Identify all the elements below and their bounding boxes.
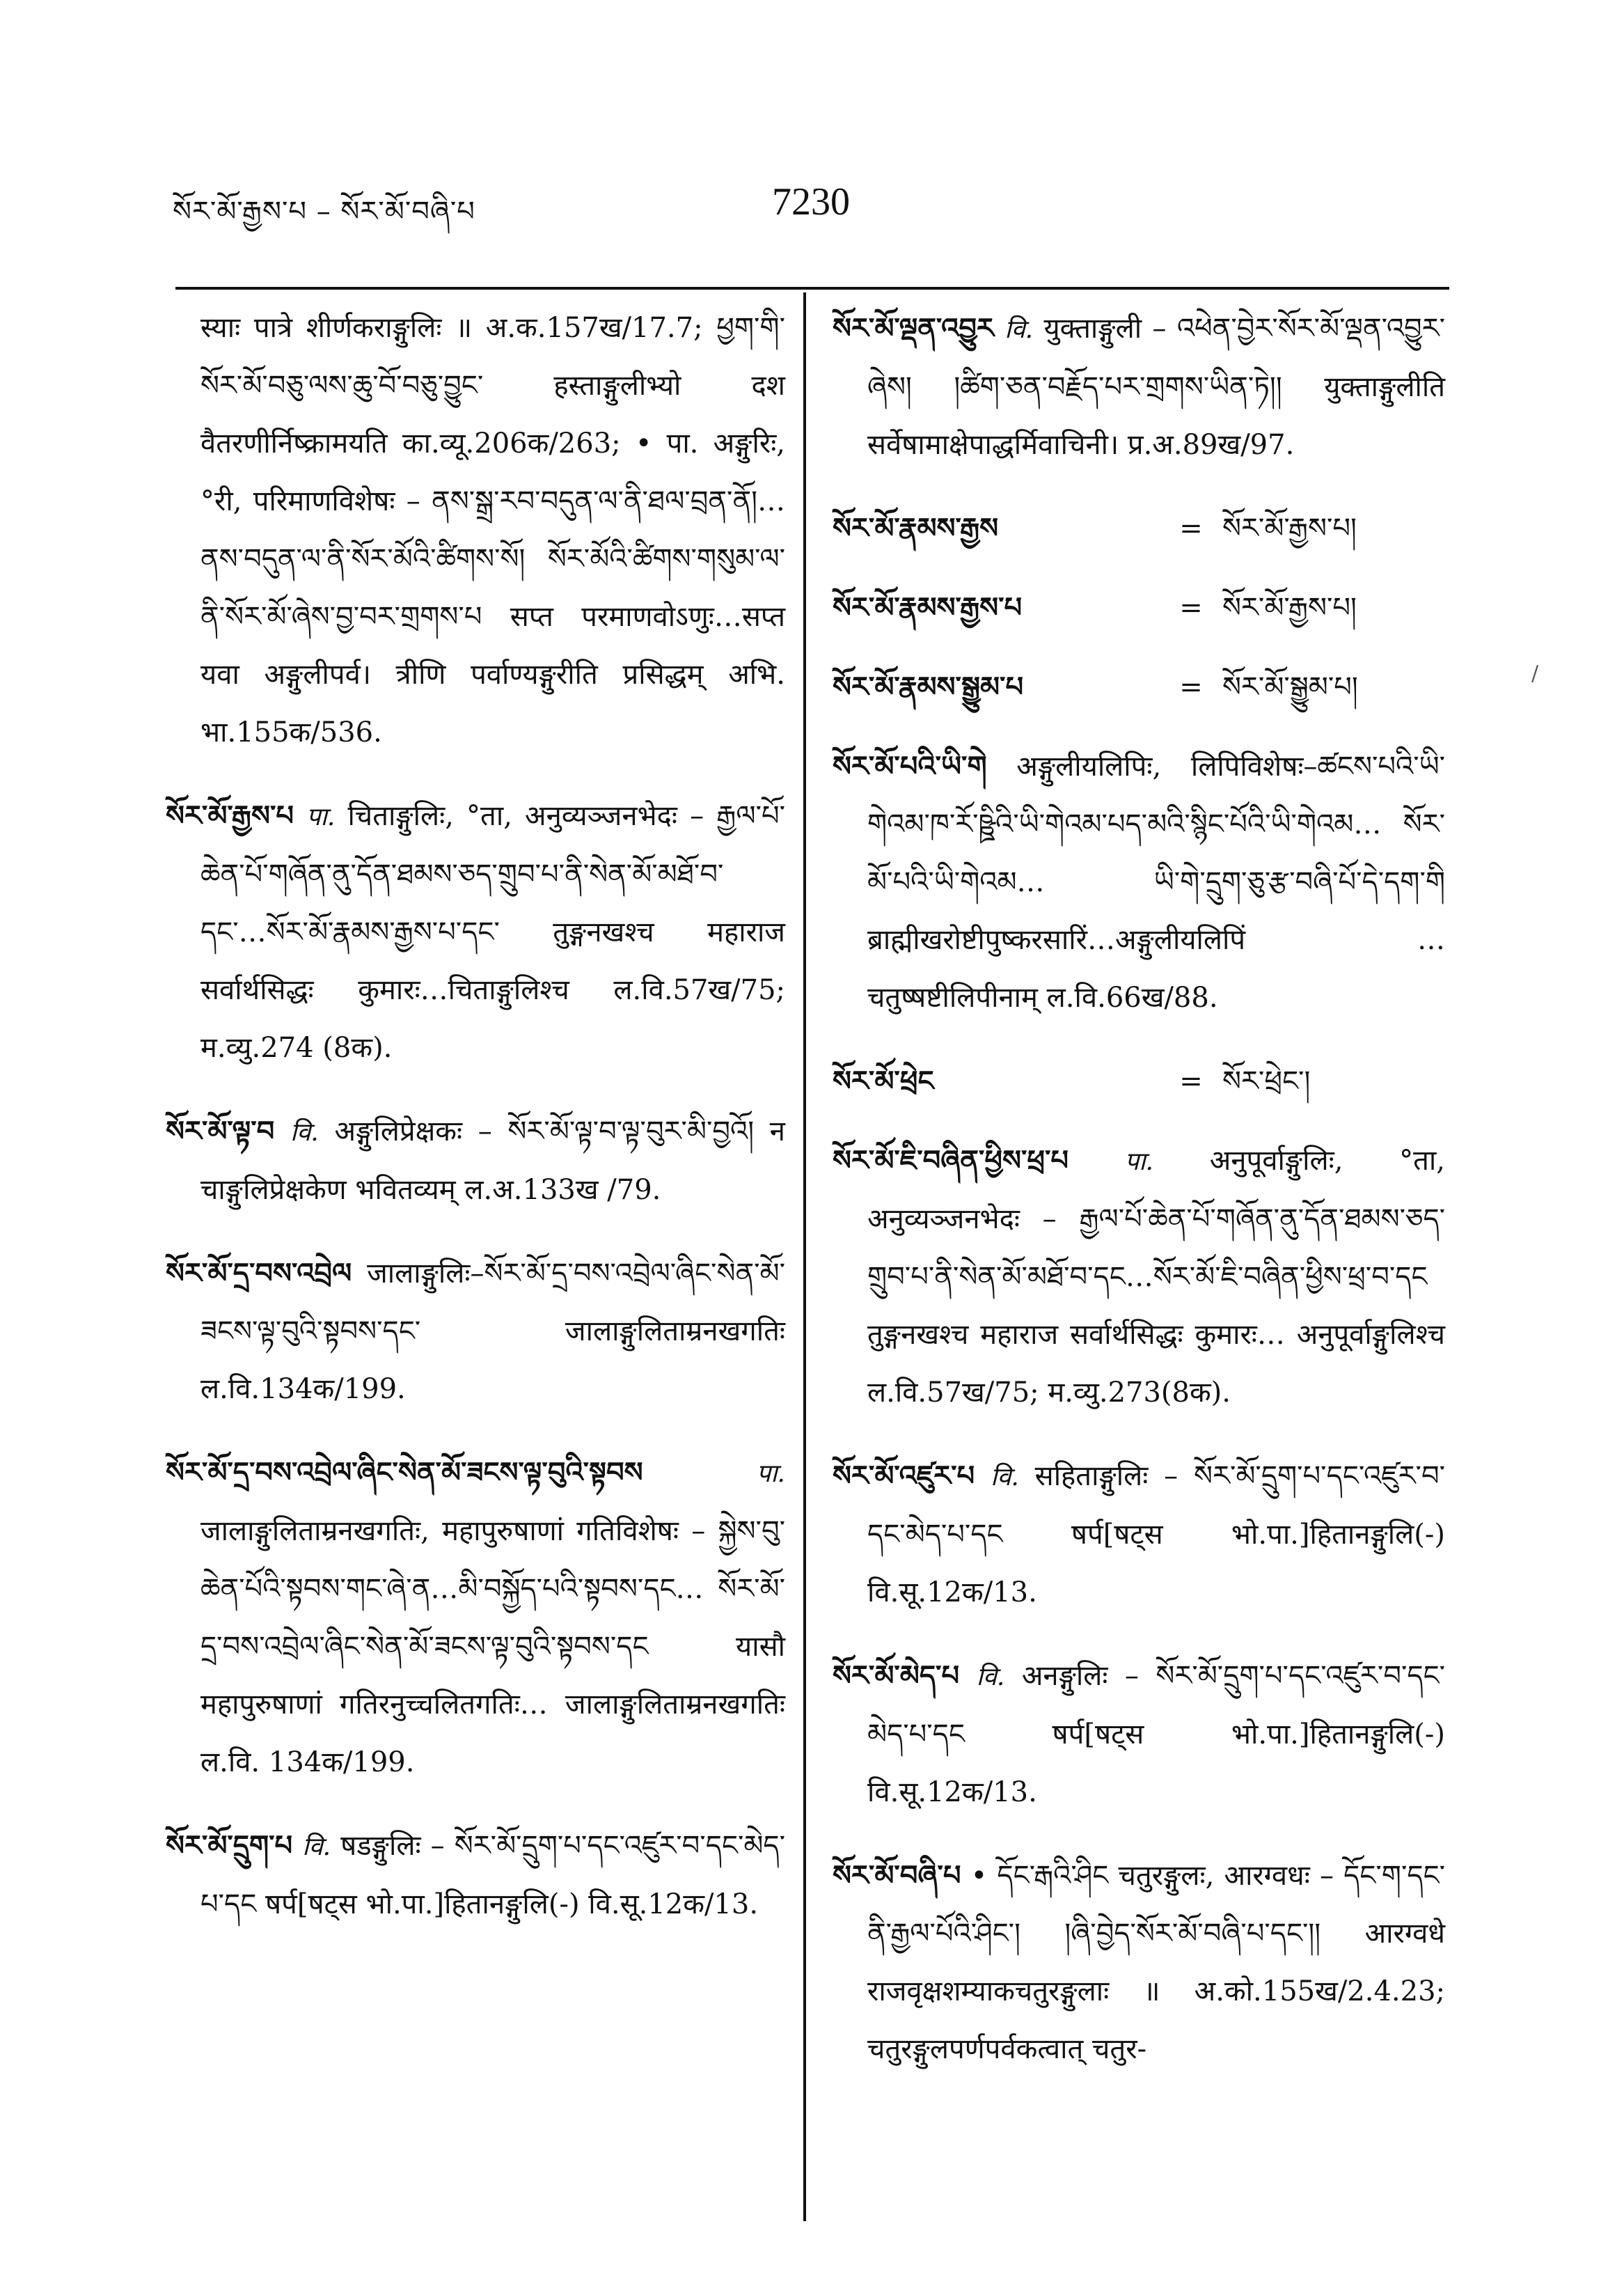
top-rule (175, 287, 1449, 290)
entry-headword: སོར་མོ་ལྡན་འབྱུར (833, 312, 994, 345)
cross-reference-term: སོར་མོ་རྣམས་སྒྱུམ་པ (833, 671, 1024, 703)
dictionary-entry (833, 299, 1445, 474)
entry-headword: སོར་མོ་ཇི་བཞིན་ཕྱིས་ཕྲ་པ (833, 1144, 1069, 1177)
grammar-label: वि. (976, 1663, 1005, 1691)
entry-text: जालाङ्गुलिः–སོར་མོ་དྲ་བས་འབྲེལ་ཞིང་སེན་མོ་ཟངས་ལྟ་བུའི་སྟབས་དང་ जालाङ्गुलिताम्रनखगतिः ल.वि.134क/199. (200, 1258, 785, 1405)
dictionary-entry (833, 737, 1445, 1027)
entry-text: सहिताङ्गुलिः – སོར་མོ་དྲུག་པ་དང་འཛུར་བ་དང་མེད་པ་དང षर्प[षट्स भो.पा.]हितानङ्गुलि(-) वि.सू.12क/13. (867, 1460, 1445, 1608)
dictionary-entry (166, 1102, 785, 1219)
left-column (166, 299, 785, 1959)
grammar-label: पा. (306, 803, 336, 831)
entry-text: अनङ्गुलिः – སོར་མོ་དྲུག་པ་དང་འཛུར་བ་དང་མེད་པ་དང षर्प[षट्स भो.पा.]हितानङ्गुलि(-) वि.सू.12क/13. (867, 1660, 1445, 1808)
entry-headword: སོར་མོ་བཞི་པ (833, 1859, 961, 1892)
equals-sign: = (1179, 512, 1203, 545)
dictionary-entry (166, 1443, 785, 1792)
cross-reference-row (833, 1052, 1445, 1111)
dictionary-entry-continuation (166, 299, 785, 762)
entry-text: अनुपूर्वाङ्गुलिः, °ता, अनुव्यञ्जनभेदः – རྒྱལ་པོ་ཆེན་པོ་གཞོན་ནུ་དོན་ཐམས་ཅད་གྲུབ་པ་ནི་སེན་མོ་མཐོ་བ་དང…སོར་མོ་ཇི་བཞིན་ཕྱིས་ཕྲ་བ་དང तुङ्गनखश्च महाराज सर्वार्थसिद्धः कुमारः… अनुपूर्वाङ्गुलिश्च ल.वि.57ख/75; म.व्यु.273(8क). (867, 1145, 1446, 1409)
grammar-label: पा. (756, 1459, 785, 1488)
entry-headword: སོར་མོ་པའི་ཡི་གེ (833, 750, 987, 783)
cross-reference-row (833, 499, 1445, 558)
entry-text: स्याः पात्रे शीर्णकराङ्गुलिः ॥ अ.क.157ख/17.7; ཕྱག་གི་སོར་མོ་བཅུ་ལས་ཆུ་བོ་བཅུ་བྱུང་ हस्ताङ्गुलीभ्यो दश वैतरणीर्निष्क्रामयति का.व्यू.206क/263; • पा. अङ्गुरिः, °री, परिमाणविशेषः – ནས་སྒྲ་རབ་བདུན་ལ་ནི་ཐལ་བྲན་ནོ།… ནས་བདུན་ལ་ནི་སོར་མོའི་ཚིགས་སོ། སོར་མོའི་ཚིགས་གསུམ་ལ་ནི་སོར་མོ་ཞེས་བྱ་བར་གྲགས་པ सप्त परमाणवोऽणुः…सप्त यवा अङ्गुलीपर्व। त्रीणि पर्वाण्यङ्गुरीति प्रसिद्धम् अभि. भा.155क/536. (200, 312, 785, 749)
cross-reference-row (833, 579, 1445, 637)
cross-reference-row (833, 658, 1445, 716)
entry-headword: སོར་མོ་དྲུག་པ (166, 1829, 293, 1862)
entry-text: अङ्गुलिप्रेक्षकः – སོར་མོ་ལྟ་བ་ལྟ་བུར་མི་བྱའོ། न चाङ्गुलिप्रेक्षकेण भवितव्यम् ल.अ.133ख /79. (200, 1115, 785, 1206)
dictionary-entry (833, 1647, 1445, 1821)
grammar-label: वि. (1004, 315, 1034, 344)
grammar-label: वि. (290, 1118, 319, 1147)
entry-text: चिताङ्गुलिः, °ता, अनुव्यञ्जनभेदः – རྒྱལ་པོ་ཆེན་པོ་གཞོན་ནུ་དོན་ཐམས་ཅད་གྲུབ་པ་ནི་སེན་མོ་མཐོ་བ་དང་…སོར་མོ་རྣམས་རྒྱས་པ་དང་ तुङ्गनखश्च महाराज सर्वार्थसिद्धः कुमारः…चिताङ्गुलिश्च ल.वि.57ख/75; म.व्यु.274 (8क). (200, 800, 786, 1064)
stray-mark: / (1531, 661, 1539, 686)
cross-reference-term: སོར་མོ་རྣམས་རྒྱས་པ (833, 591, 1023, 624)
cross-reference-term: སོར་མོ་རྣམས་རྒྱས (833, 512, 999, 545)
entry-headword: སོར་མོ་འཛུར་པ (833, 1459, 975, 1492)
right-column (833, 299, 1445, 2103)
entry-headword: སོར་མོ་རྒྱས་པ (166, 799, 294, 832)
entry-text: • དོང་རྒའི་ཤིང चतुरङ्गुलः, आरग्वधः – དོང་ག་དང་ནི་རྒྱལ་པོའི་ཤིང་། །ཞི་བྱེད་སོར་མོ་བཞི་པ་དང་།། आरग्वधे राजवृक्षशम्याकचतुरङ्गुलाः ॥ अ.को.155ख/2.4.23; चतुरङ्गुलपर्णपर्वकत्वात् चतुर- (867, 1860, 1445, 2065)
entry-headword: སོར་མོ་མེད་པ (833, 1659, 960, 1692)
page-number: 7230 (772, 180, 850, 224)
grammar-label: पा. (1124, 1147, 1153, 1176)
equals-sign: = (1179, 1065, 1203, 1097)
entry-text: अङ्गुलीयलिपिः, लिपिविशेषः–ཚངས་པའི་ཡི་གེའམ་ཁ་རོ་ཥྛིའི་ཡི་གེའམ་པད་མའི་སྙིང་པོའི་ཡི་གེའམ… སོར་མོ་པའི་ཡི་གེའམ… ཡི་གེ་དྲུག་ཅུ་རྩ་བཞི་པོ་དེ་དག་གི ब्राह्मीखरोष्टीपुष्करसारिं…अङ्गुलीयलिपिं …चतुष्षष्टीलिपीनाम् ल.वि.66ख/88. (867, 751, 1445, 1014)
entry-text: जालाङ्गुलिताम्रनखगतिः, महापुरुषाणां गतिविशेषः – སྐྱེས་བུ་ཆེན་པོའི་སྟབས་གང་ཞེ་ན…མི་བསྐྱོད་པའི་སྟབས་དང… སོར་མོ་དྲ་བས་འབྲེལ་ཞིང་སེན་མོ་ཟངས་ལྟ་བུའི་སྟབས་དང यासौ महापुरुषाणां गतिरनुच्चलितगतिः… जालाङ्गुलिताम्रनखगतिः ल.वि. 134क/199. (200, 1515, 785, 1778)
entry-headword: སོར་མོ་ལྟ་བ (166, 1115, 275, 1147)
equals-sign: = (1179, 592, 1203, 624)
dictionary-entry (833, 1847, 1445, 2078)
cross-reference-target: སོར་མོ་སྒྱུམ་པ། (1222, 671, 1358, 703)
dictionary-entry (833, 1447, 1445, 1622)
entry-text: युक्ताङ्गुली – འཕེན་བྱེར་སོར་མོ་ལྡན་འབྱུར་ཞེས། །ཚིག་ཅན་བརྗོད་པར་གྲགས་ཡིན་ཏེ།། युक्ताङ्गुलीति सर्वेषामाक्षेपाद्धर्मिवाचिनी। प्र.अ.89ख/97. (867, 313, 1445, 461)
cross-reference-term: སོར་མོ་ཕྲེང (833, 1065, 934, 1097)
entry-headword: སོར་མོ་དྲ་བས་འབྲེལ (166, 1257, 352, 1290)
entry-headword: སོར་མོ་དྲ་བས་འབྲེལ་ཞིང་སེན་མོ་ཟངས་ལྟ་བུའི་སྟབས (166, 1456, 643, 1489)
entry-text: षडङ्गुलिः – སོར་མོ་དྲུག་པ་དང་འཛུར་བ་དང་མེད་པ་དང षर्प[षट्स भो.पा.]हितानङ्गुलि(-) वि.सू.12क/13. (200, 1830, 785, 1920)
dictionary-entry (166, 787, 785, 1077)
grammar-label: वि. (302, 1833, 331, 1861)
equals-sign: = (1179, 671, 1203, 703)
dictionary-entry (166, 1244, 785, 1418)
dictionary-entry (833, 1131, 1445, 1422)
cross-reference-target: སོར་ཕྲེང་། (1222, 1065, 1311, 1097)
dictionary-entry (166, 1817, 785, 1934)
cross-reference-target: སོར་མོ་རྒྱས་པ། (1222, 592, 1357, 624)
grammar-label: वि. (991, 1463, 1019, 1491)
column-divider (803, 292, 806, 2221)
running-head: སོར་མོ་རྒྱས་པ – སོར་མོ་བཞི་པ (173, 196, 475, 228)
cross-reference-target: སོར་མོ་རྒྱས་པ། (1222, 512, 1357, 545)
